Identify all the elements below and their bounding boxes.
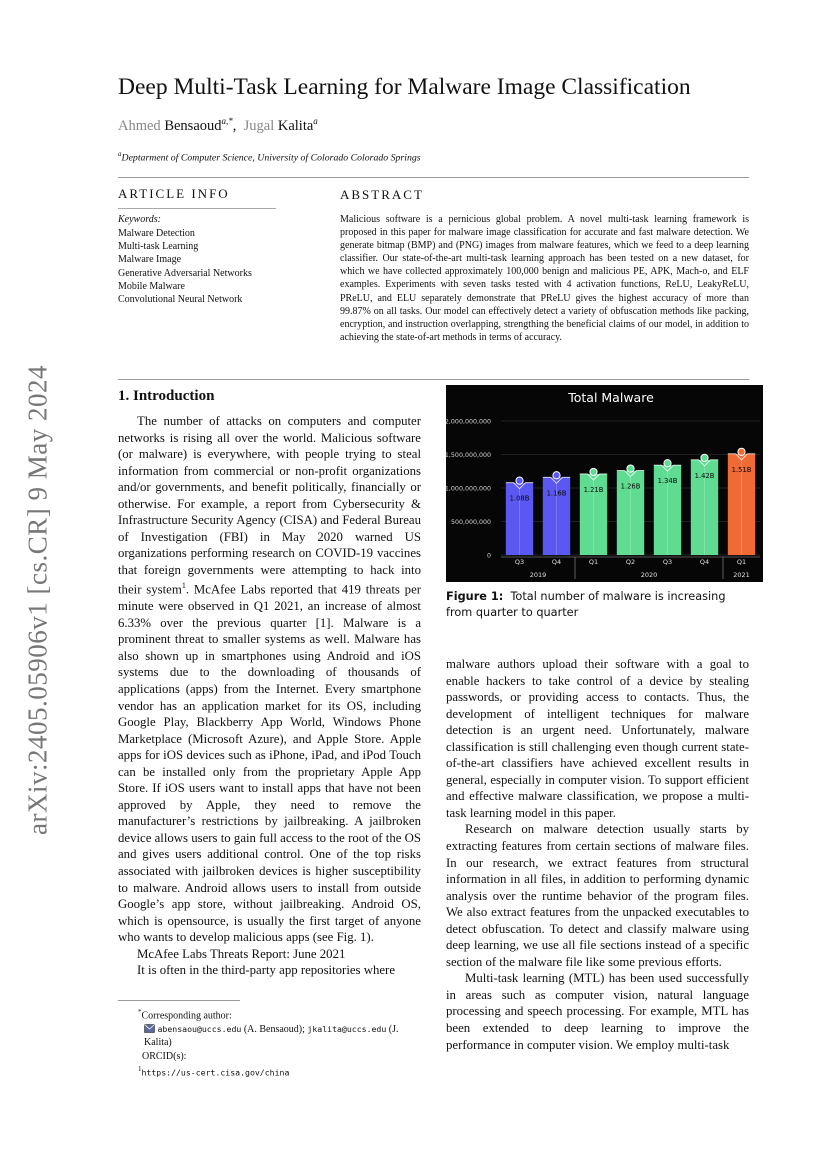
x-tick-label: Q4 <box>551 558 562 566</box>
year-label: 2019 <box>529 571 547 579</box>
y-tick-label: 0 <box>486 552 491 560</box>
article-info-heading: ARTICLE INFO <box>118 186 230 201</box>
chart-title: Total Malware <box>568 390 654 405</box>
value-label: 1.42B <box>694 471 715 480</box>
x-tick-label: Q1 <box>736 558 747 566</box>
keywords-label: Keywords: <box>118 214 161 225</box>
x-tick-label: Q3 <box>662 558 673 566</box>
keyword-item: Multi-task Learning <box>118 241 199 253</box>
orcid-line: ORCID(s): <box>142 1050 187 1062</box>
y-tick-label: 2,000,000,000 <box>446 418 491 426</box>
email-2-name: (J. Kalita) <box>144 1023 399 1049</box>
x-tick-label: Q2 <box>625 558 636 566</box>
author-1-first: Ahmed <box>118 117 161 134</box>
author-2-first: Jugal <box>243 117 275 134</box>
affiliation-sup: a <box>118 150 122 158</box>
top-rule <box>118 177 749 178</box>
footnote-ref: 1 <box>181 581 186 591</box>
paragraph-text: The number of attacks on computers and computer networks is rising all over the world. Malicious software (or malware) is everywhere, with people trying to steal information from commercial or non-profit organizations and/or governments, and benefit politically, financially or otherwise. For example, a report from Cybersecurity & Infrastructure Security Agency (CISA) and Federal Bureau of Investigation (FBI) in May 2020 warned US organizations performing research on COVID-19 vaccines that foreign governments were attempting to hack into their system <box>118 414 421 597</box>
malware-chart <box>446 385 763 582</box>
section-heading: 1. Introduction <box>118 388 215 404</box>
body-paragraph: Multi-task learning (MTL) has been used successfully in areas such as computer vision, natural language processing and speech processing. For example, MTL has been extended to deep learning to improve the performance in computer vision. We employ multi-task <box>446 971 749 1052</box>
value-label: 1.21B <box>583 485 604 494</box>
body-column-left <box>118 413 421 979</box>
value-label: 1.08B <box>509 494 530 503</box>
affiliation <box>118 150 421 163</box>
keyword-item: Convolutional Neural Network <box>118 294 243 306</box>
paper-title: Deep Multi-Task Learning for Malware Image Classification <box>118 74 691 100</box>
footnote-1-url[interactable]: https://us-cert.cisa.gov/china <box>141 1067 290 1078</box>
abstract-text: Malicious software is a pernicious global problem. A novel multi-task learning framework is proposed in this paper for malware image classification for accurate and fast malware detection. We generate bitmap (BMP) and (PNG) images from malware features, which we feed to a deep learning classifier. Our state-of-the-art multi-task learning approach has been tested on a new dataset, for which we have collected approximately 100,000 benign and malicious PE, APK, Mach-o, and ELF examples. Experiments with seven tasks tested with 4 activation functions, ReLU, LeakyReLU, PReLU, and ELU separately demonstrate that PReLU gives the highest accuracy of more than 99.87% on all tasks. Our model can effectively detect a variety of obfuscation methods like packing, encryption, and instruction overlapping, strengthing the beneficial claims of our model, in addition to achieving the state-of-art methods in terms of accuracy. <box>340 214 749 343</box>
body-paragraph: It is often in the third-party app repositories where <box>137 963 395 978</box>
footnote-1 <box>118 1063 421 1080</box>
figure-caption <box>446 589 749 621</box>
bar-marker <box>516 477 523 484</box>
bar-marker <box>553 472 560 479</box>
author-list: Ahmed Bensaoud$^{a,*}$, Jugal Kalita$^a$ <box>118 116 318 134</box>
body-paragraph: malware authors upload their software with a goal to enable hackers to take control of a device by stealing passwords, or providing access to contacts. Thus, the development of intelligent techniques for malware detection is an urgent need. Unfortunately, malware classification is still challenging even though current state-of-the-art classifiers have achieved excellent results in general, especially in computer vision. To support efficient and effective malware classification, we propose a multi-task learning model in this paper. <box>446 657 749 820</box>
email-1[interactable]: abensaou@uccs.edu <box>157 1023 242 1034</box>
figure-caption-text: Total number of malware is increasing from quarter to quarter <box>446 590 726 619</box>
keyword-item: Mobile Malware <box>118 280 185 292</box>
email-line <box>118 1023 421 1050</box>
author-1-sup: a,* <box>221 116 233 126</box>
envelope-icon <box>144 1024 155 1033</box>
value-label: 1.26B <box>620 482 641 491</box>
paragraph-text: . McAfee Labs reported that 419 threats per minute were observed in Q1 2021, an increase of almost 6.33% over the previous quarter [1]. Malware is a prominent threat to smaller systems as well. Malware has also shown up in smartphones using Android and iOS systems due to the downloading of thousands of applications (apps) from the Internet. Every smartphone vendor has an application market for its OS, including Google Play, Blackberry App World, Windows Phone Marketplace (Microsoft Azure), and Apple Store. Apple apps for iOS devices such as iPhone, iPad, and iPod Touch can be installed only from the proprietary Apple App Store. If iOS users want to install apps that have not been approved by Apple, they need to remove the manufacturer’s restrictions by jailbreaking. A jailbroken device allows users to gain full access to the root of the OS and gives users additional control. One of the top risks associated with jailbroken devices is higher susceptibility to malware. Android allows users to install from outside Google’s app store, without jailbreaking. Android OS, which is opensource, is usually the first target of anyone who wants to develop malicious apps (see Fig. 1). <box>118 582 422 945</box>
abstract-bottom-rule <box>118 379 749 380</box>
year-label: 2020 <box>640 571 658 579</box>
bar-marker <box>664 460 671 467</box>
y-tick-label: 500,000,000 <box>450 519 491 526</box>
affiliation-text: Deptarment of Computer Science, University of Colorado Colorado Springs <box>121 152 421 164</box>
y-tick-label: 1,500,000,000 <box>446 452 491 459</box>
bar-marker <box>738 448 745 455</box>
keyword-item: Malware Detection <box>118 228 195 239</box>
footnote-1-mark: 1 <box>138 1064 142 1073</box>
keyword-list <box>118 227 252 306</box>
footnote-rule <box>118 1000 240 1001</box>
author-1-last: Bensaoud <box>164 117 222 134</box>
bar-marker <box>701 454 708 461</box>
author-2-last: Kalita <box>277 117 314 134</box>
email-1-name: (A. Bensaoud); <box>243 1023 305 1035</box>
x-tick-label: Q4 <box>699 558 710 566</box>
abstract-heading: ABSTRACT <box>340 187 424 202</box>
author-2-sup: a <box>313 116 318 126</box>
chart-svg <box>446 385 763 582</box>
article-info-rule <box>118 208 276 209</box>
corresponding-text: Corresponding author: <box>141 1010 232 1022</box>
x-tick-label: Q1 <box>588 558 599 566</box>
bar-marker <box>627 465 634 472</box>
body-paragraph <box>118 413 421 946</box>
corresponding-note: *Corresponding author: <box>138 1008 232 1022</box>
x-tick-label: Q3 <box>514 558 525 566</box>
value-label: 1.16B <box>546 489 567 498</box>
keyword-item: Generative Adversarial Networks <box>118 267 252 279</box>
footnotes <box>118 1006 421 1080</box>
arxiv-identifier <box>22 360 54 840</box>
email-2[interactable]: jkalita@uccs.edu <box>307 1023 387 1034</box>
keyword-item: Malware Image <box>118 254 182 266</box>
value-label: 1.51B <box>731 465 752 474</box>
arxiv-identifier-text: arXiv:2405.05906v1 [cs.CR] 9 May 2024 <box>22 365 53 835</box>
y-tick-label: 1,000,000,000 <box>446 485 491 493</box>
body-paragraph: Research on malware detection usually starts by extracting features from certain sections of malware files. In our research, we extract features from structural information in all files, in addition to performing dynamic analysis over the runtime behavior of the program files. We also extract features from the unpacked executables to detect obfuscation. To detect and classify malware using deep learning, we use all file sections instead of a specific section of the malware file like some previous efforts. <box>446 822 749 969</box>
year-label: 2021 <box>733 571 750 579</box>
body-paragraph: McAfee Labs Threats Report: June 2021 <box>137 946 346 961</box>
value-label: 1.34B <box>657 477 678 486</box>
body-column-right <box>446 656 749 1053</box>
figure-label: Figure 1: <box>446 590 504 603</box>
bar-marker <box>590 468 597 475</box>
